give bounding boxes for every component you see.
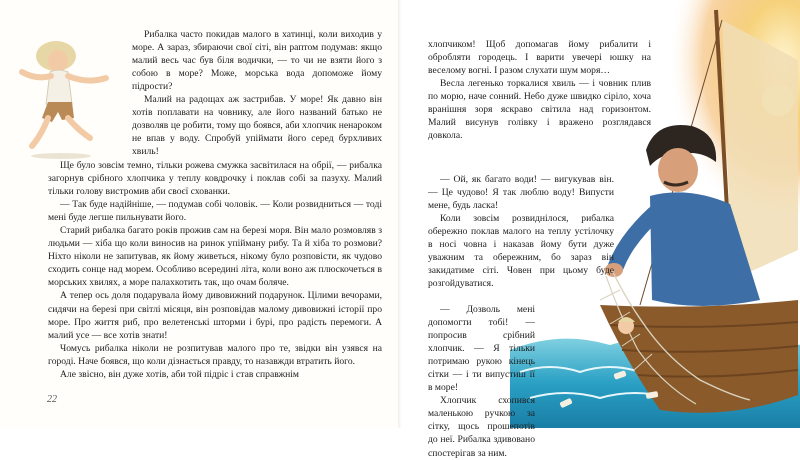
right-text-top xyxy=(428,38,651,142)
book-gutter xyxy=(398,0,402,428)
page-number: 22 xyxy=(47,394,57,405)
paragraph: — Так буде надійніше, — подумав собі чоловік. — Коли розвидниться — тоді мені буде легше пильнувати його. xyxy=(48,199,382,224)
paragraph: хлопчиком! Щоб допомагав йому рибалити і обробляти городець. І варити увечері юшку на веселому вогні. І разом слухати шум моря… xyxy=(428,39,651,77)
paragraph: Ще було зовсім темно, тільки рожева смужка засвітилася на обрії, — рибалка загорнув срібного хлопчика у теплу ковдрочку і поклав собі за пазуху. Малий тільки голову вистромив аби своєї схованки. xyxy=(48,160,382,198)
boy-leg-right xyxy=(68,118,90,138)
paragraph: Хлопчик схопився маленькою ручкою за сітку, щось прошепотів до неї. Рибалка здивовано спостерігав за ним. xyxy=(428,395,535,459)
paragraph: Малий на радощах аж застрибав. У море! Як давно він хотів поплавати на човнику, але його названий батько не дозволяв це робити, тому що боявся, аби хлопчик ненароком не впав у воду. Спробуй упіймати його серед бурхливих хвиль! xyxy=(132,94,382,158)
paragraph: — Ой, як багато води! — вигукував він. — Це чудово! Я так люблю воду! Випусти мене, будь ласка! xyxy=(428,174,614,212)
paragraph: Старий рибалка багато років прожив сам на березі моря. Він мало розмовляв з людьми — хіба що коли виносив на ринок упійману рибу. Та й хіба то розмови? Ніхто ніколи не запитував, як йому живеться, нікому було розповісти, як чудово сходить сонце над морем. Особливо всередині літа, коли воно аж плюскочеться в морських хвилях, а море палахкотить так, що очам боляче. xyxy=(48,225,382,289)
boy-leg-left xyxy=(32,118,48,146)
paragraph: А тепер ось доля подарувала йому дивовижний подарунок. Цілими вечорами, сидячи на березі при світлі місяця, він розповідав малому дивовижні історії про море. Про життя риб, про велетенські шторми і бурі, про радість перемоги. А малий усе — все хотів знати! xyxy=(48,290,382,341)
boy-arm-right xyxy=(68,76,106,81)
left-text-body xyxy=(48,159,382,381)
paragraph: Але звісно, він дуже хотів, аби той підріс і став справжнім xyxy=(60,368,299,380)
paragraph: Весла легенько торкалися хвиль — і човник плив по морю, наче сонний. Небо дуже швидко сіріло, хоча вранішня зоря яскраво світила над горизонтом. Малий висунув голівку і вражено розглядався довкола. xyxy=(428,78,651,142)
right-page xyxy=(400,0,800,459)
boy-head xyxy=(48,50,68,72)
boy-arm-left xyxy=(22,72,51,77)
left-page xyxy=(0,0,400,428)
paragraph: — Дозволь мені допомогти тобі! — попросив срібний хлопчик. — Я тільки потримаю рукою кінець сітки — і ти випустиш її в море! xyxy=(428,304,535,394)
paragraph: Рибалка часто покидав малого в хатинці, коли виходив у море. А зараз, збираючи свої сіті, він раптом подумав: якщо малий весь час був біля водички, — то чи не взяти його з собою в море? Може, морська вода допоможе йому підрости? xyxy=(132,29,382,93)
left-text-top xyxy=(132,28,382,158)
right-text-mid xyxy=(428,173,614,290)
silver-boy-illustration xyxy=(6,34,134,162)
paragraph: Коли зовсім розвиднілося, рибалка обережно поклав малого на теплу устілочку в носі човна і наказав йому бути дуже уважним та обережним, бо зараз він закидатиме сіті. Човен при цьому буде розгойдуватися. xyxy=(428,213,614,290)
paragraph: Чомусь рибалка ніколи не розпитував малого про те, звідки він узявся на городі. Наче боявся, що коли дізнається правду, то назавжди втратить його. xyxy=(48,342,382,367)
right-text-low xyxy=(428,303,535,460)
